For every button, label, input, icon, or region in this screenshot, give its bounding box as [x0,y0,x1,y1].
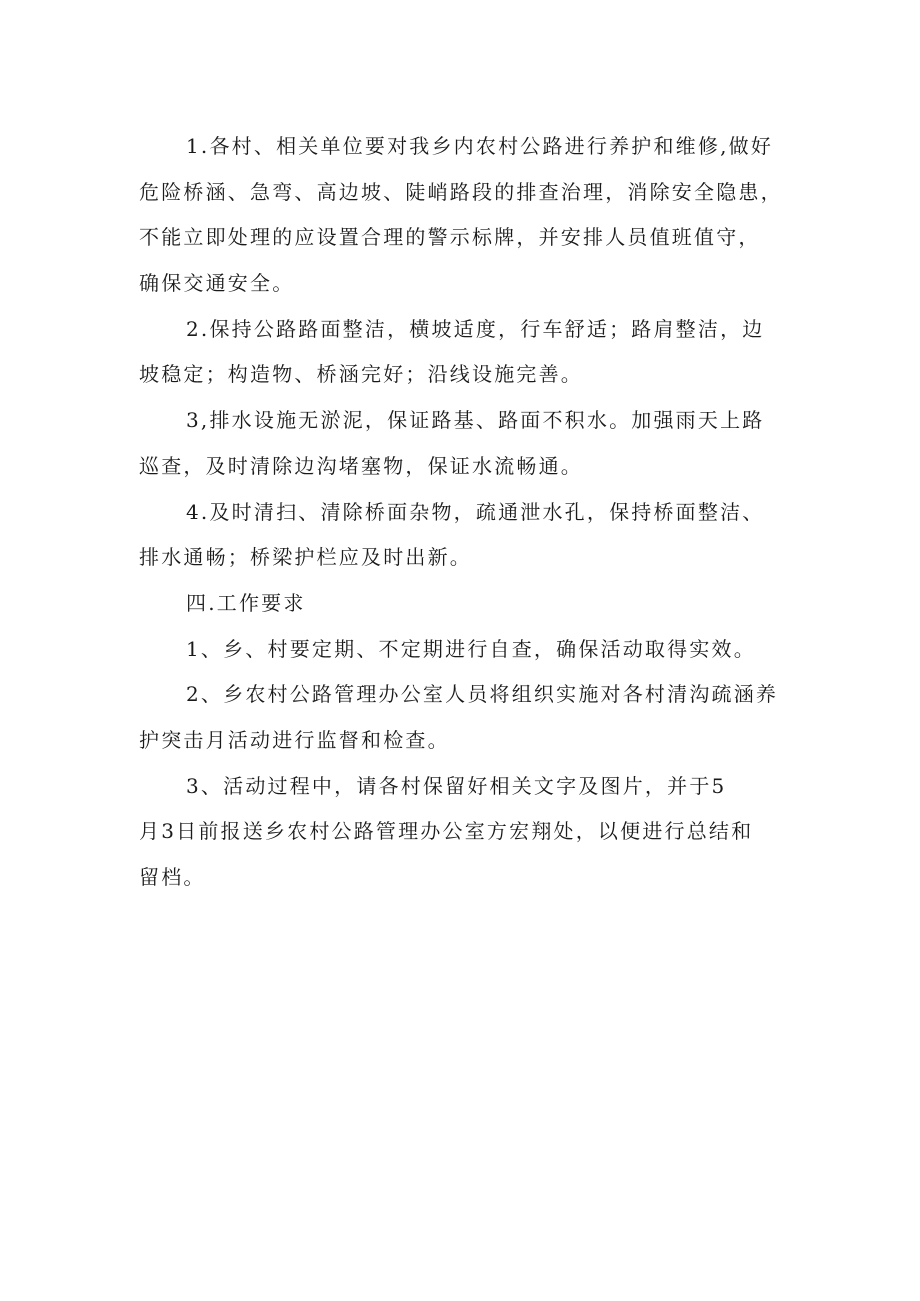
text-line: 排水通畅；桥梁护栏应及时出新。 [139,545,472,570]
text-line: 四.工作要求 [186,590,306,615]
text-line: 3,排水设施无淤泥，保证路基、路面不积水。加强雨天上路 [186,408,765,433]
text-line: 确保交通安全。 [139,271,295,296]
text-line: 月3日前报送乡农村公路管理办公室方宏翔处，以便进行总结和 [139,819,754,844]
text-line: 2、乡农村公路管理办公室人员将组织实施对各村清沟疏涵养 [186,682,779,707]
document-body [139,124,799,901]
text-line: 4.及时清扫、清除桥面杂物，疏通泄水孔，保持桥面整洁、 [186,499,765,524]
text-line: 1.各村、相关单位要对我乡内农村公路进行养护和维修,做好 [186,134,774,158]
text-line: 护突击月活动进行监督和检查。 [139,727,450,752]
text-line: 3、活动过程中，请各村保留好相关文字及图片，并于5 [186,773,727,798]
text-line: 留档。 [139,865,206,889]
text-line: 1、乡、村要定期、不定期进行自查，确保活动取得实效。 [186,636,756,661]
text-line: 坡稳定；构造物、桥涵完好；沿线设施完善。 [139,362,583,387]
text-line: 巡查，及时清除边沟堵塞物，保证水流畅通。 [139,453,583,478]
text-line: 危险桥涵、急弯、高边坡、陡峭路段的排查治理，消除安全隐患， [139,179,783,204]
text-line: 2.保持公路路面整洁，横坡适度，行车舒适；路肩整洁，边 [186,316,765,341]
text-line: 不能立即处理的应设置合理的警示标牌，并安排人员值班值守， [139,225,761,250]
